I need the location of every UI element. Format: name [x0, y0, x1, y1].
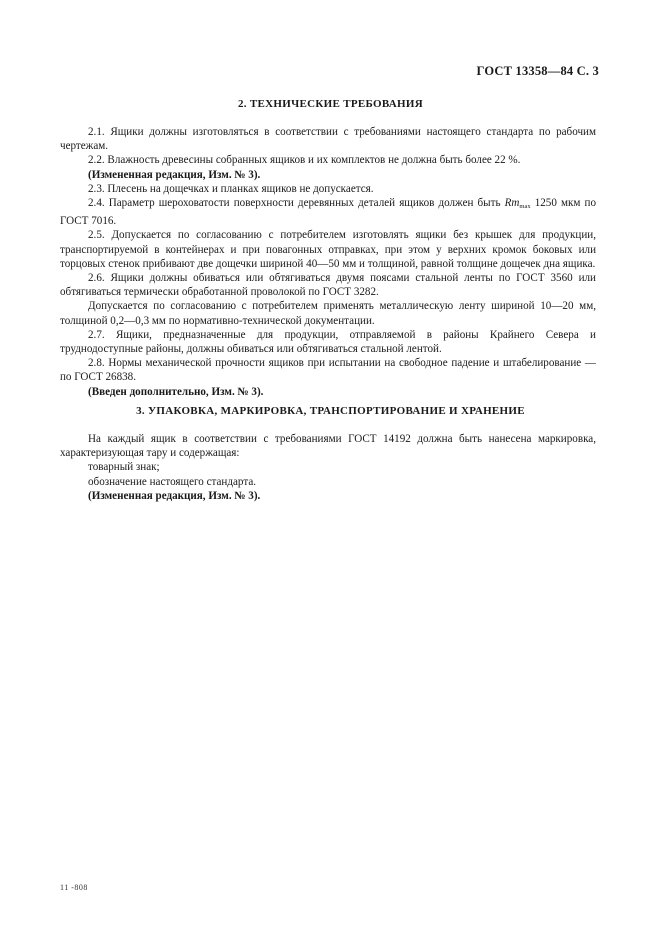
- page-header: ГОСТ 13358—84 С. 3: [476, 64, 599, 78]
- section-2-heading: 2. ТЕХНИЧЕСКИЕ ТРЕБОВАНИЯ: [238, 98, 423, 110]
- page-footer-code: 11 -808: [60, 883, 88, 892]
- paragraph-3-marking: На каждый ящик в соответствии с требованиями ГОСТ 14192 должна быть нанесена маркировка, характеризующая тару и содержащая:: [60, 433, 596, 460]
- paragraph-2-4-text-b: 1250 мкм по ГОСТ 7016.: [60, 197, 596, 228]
- paragraph-2-8: 2.8. Нормы механической прочности ящиков при испытании на свободное падение и штабелирование — по ГОСТ 26838.: [60, 357, 596, 384]
- paragraph-2-1: 2.1. Ящики должны изготовляться в соответствии с требованиями настоящего стандарта по рабочим чертежам.: [60, 126, 596, 153]
- paragraph-2-2: 2.2. Влажность древесины собранных ящиков и их комплектов не должна быть более 22 %.: [88, 154, 521, 167]
- paragraph-2-4-text-a: 2.4. Параметр шероховатости поверхности деревянных деталей ящиков должен быть: [88, 197, 505, 210]
- rm-symbol: Rm: [504, 197, 520, 210]
- amendment-note: (Измененная редакция, Изм. № 3).: [88, 168, 261, 181]
- list-item-trademark: товарный знак;: [88, 461, 160, 474]
- paragraph-2-5: 2.5. Допускается по согласованию с потребителем изготовлять ящики без крышек для продукции, транспортируемой в контейнерах и при повагонных отправках, при этом у верхних кромок боковых или торцовых стенок прибивают две дощечки шириной 40—50 мм и толщиной, равной толщине дощечек дна ящика.: [60, 229, 596, 270]
- paragraph-2-3: 2.3. Плесень на дощечках и планках ящиков не допускается.: [88, 182, 374, 195]
- amendment-note-3: (Измененная редакция, Изм. № 3).: [88, 489, 261, 502]
- paragraph-2-6: 2.6. Ящики должны обиваться или обтягиваться двумя поясами стальной ленты по ГОСТ 3560 или обтягиваться термически обработанной проволокой по ГОСТ 3282.: [60, 272, 596, 299]
- addition-note: (Введен дополнительно, Изм. № 3).: [88, 385, 264, 398]
- rm-subscript: max: [519, 203, 531, 211]
- list-item-standard-designation: обозначение настоящего стандарта.: [88, 475, 257, 488]
- section-2-body: [60, 125, 596, 399]
- section-3-body: [60, 432, 596, 503]
- paragraph-2-7: 2.7. Ящики, предназначенные для продукции, отправляемой в районы Крайнего Севера и труднодоступные районы, должны обиваться или обтягиваться стальной лентой.: [60, 328, 596, 356]
- paragraph-2-6-allowance: Допускается по согласованию с потребителем применять металлическую ленту шириной 10—20 мм, толщиной 0,2—0,3 мм по нормативно-технической документации.: [60, 300, 596, 327]
- section-3-heading: 3. УПАКОВКА, МАРКИРОВКА, ТРАНСПОРТИРОВАНИЕ И ХРАНЕНИЕ: [136, 405, 525, 417]
- paragraph-2-4: [60, 196, 596, 228]
